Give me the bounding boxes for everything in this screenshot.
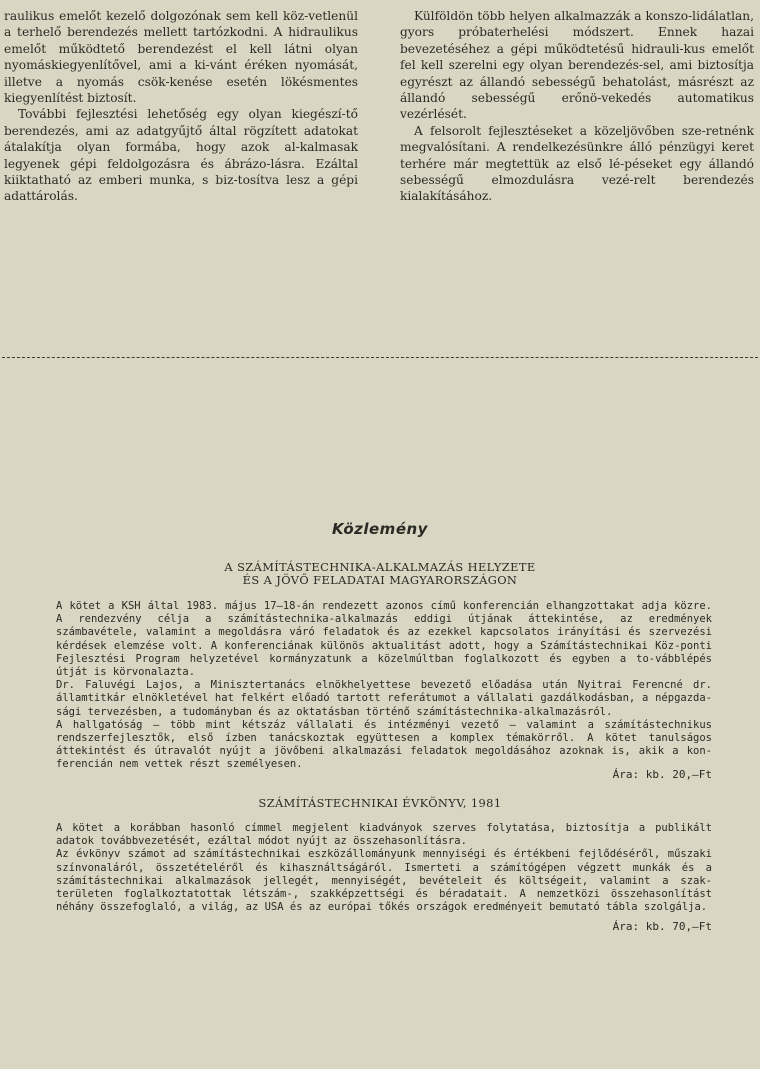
item2-paragraph-1: A kötet a korábban hasonló címmel megjelent kiadványok szerves folytatása, biztosítja a publikált adatok továbbvezetését, ezáltal módot nyújt az összehasonlításra. — [56, 822, 712, 848]
item2-price: Ára: kb. 70,—Ft — [612, 920, 712, 933]
item1-title — [0, 561, 760, 587]
left-paragraph-2: További fejlesztési lehetőség egy olyan kiegészí-tő berendezés, ami az adatgyűjtő által rögzített adatokat átalakítja olyan formába, hogy azok al-kalmasak legyenek gépi feldolgozásra és ábrázo-lásra. Ezáltal kiiktatható az emberi munka, s biz-tosítva lesz a gépi adattárolás. — [4, 107, 358, 204]
item1-price: Ára: kb. 20,—Ft — [612, 768, 712, 781]
item1-title-line1: A SZÁMÍTÁSTECHNIKA-ALKALMAZÁS HELYZETE — [224, 560, 536, 574]
right-column — [400, 8, 754, 205]
item2-title — [0, 797, 760, 810]
item2-body — [56, 822, 712, 914]
right-paragraph-1: Külföldön több helyen alkalmazzák a konszo-lidálatlan, gyors próbaterhelési módszert. Ennek hazai bevezetéséhez a gépi működtetésű hidrauli-kus emelőt fel kell szerelni egy olyan berendezés-sel, ami biztosítja egyrészt az állandó sebességű behatolást, másrészt az állandó sebességű erőnö-vekedés automatikus vezérlését. — [400, 9, 754, 122]
right-paragraph-2: A felsorolt fejlesztéseket a közeljövőben sze-retnénk megvalósítani. A rendelkezésünkre álló pénzügyi keret terhére már megtettük az első lé-péseket egy állandó sebességű elmozdulásra vezé-relt berendezés kialakításához. — [400, 123, 754, 204]
item1-paragraph-2: Dr. Faluvégi Lajos, a Minisztertanács elnökhelyettese bevezető előadása után Nyitrai Ferencné dr. államtitkár elnökletével hat felkért előadó tartott referátumot a vállalati gazdálkodásban, a népgazda-sági tervezésben, a tudományban és az oktatásban történő számítástechnika-alkalmazásról. — [56, 679, 712, 718]
left-paragraph-1: raulikus emelőt kezelő dolgozónak sem kell köz-vetlenül a terhelő berendezés mellett tartózkodni. A hidraulikus emelőt működtető berendezést el kell látni olyan nyomáskiegyenlítővel, ami a ki-vánt éréken nyomását, illetve a nyomás csök-kenése esetén lökésmentes kiegyenlítést biztosít. — [4, 9, 358, 106]
item2-paragraph-2: Az évkönyv számot ad számítástechnikai eszközállományunk mennyiségi és értékbeni fejlődéséről, műszaki színvonaláról, összetételéről és kihasználtságáról. Ismerteti a számítógépen végzett munkák és a számítástechnikai alkalmazások jellegét, mennyiségét, bevételeit és költségeit, valamint a szak-területen foglalkoztatottak létszám-, szakképzettségi és béradatait. A nemzetközi összehasonlítást néhány összefoglaló, a világ, az USA és az európai tőkés országok eredményeit bemutató tábla szolgálja. — [56, 848, 712, 914]
section-divider — [2, 357, 758, 358]
notice-heading: Közlemény — [332, 520, 428, 538]
item2-title-line: SZÁMÍTÁSTECHNIKAI ÉVKÖNYV, 1981 — [258, 796, 502, 810]
item1-body — [56, 600, 712, 772]
item1-paragraph-1: A kötet a KSH által 1983. május 17—18-án rendezett azonos című konferencián elhangzottakat adja közre. A rendezvény célja a számítástechnika-alkalmazás eddigi útjának áttekintése, az eredmények számbavétele, valamint a megoldásra váró feladatok és az ezekkel kapcsolatos irányítási és szervezési kérdések elemzése volt. A konferenciának különös aktualitást adott, hogy a Számítástechnikai Köz-ponti Fejlesztési Program helyzetével kormányzatunk a közelmúltban foglalkozott és egyben a to-vábblépés útját is körvonalazta. — [56, 600, 712, 679]
item1-title-line2: ÉS A JÖVŐ FELADATAI MAGYARORSZÁGON — [242, 573, 518, 587]
item1-paragraph-3: A hallgatóság — több mint kétszáz vállalati és intézményi vezető — valamint a számítástechnikus rendszerfejlesztők, első ízben tanácskoztak együttesen a komplex témakörről. A kötet tanulságos áttekintést és útravalót nyújt a jövőbeni alkalmazási feladatok megoldásához azoknak is, akik a kon-ferencián nem vettek részt személyesen. — [56, 718, 712, 771]
left-column — [4, 8, 358, 205]
article-continuation — [4, 8, 756, 208]
